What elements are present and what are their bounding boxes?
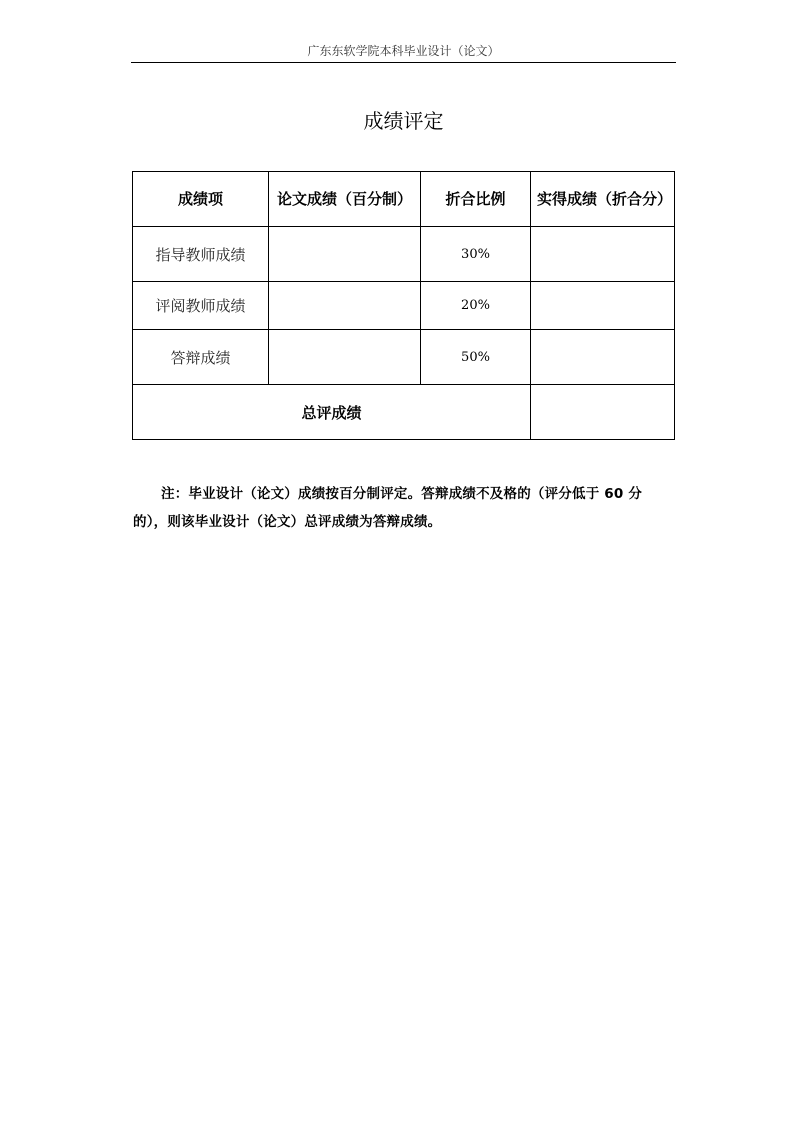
table-row	[133, 282, 675, 330]
total-score-value	[531, 385, 675, 440]
row-score-defense	[269, 330, 421, 385]
row-ratio-defense: 50%	[421, 330, 531, 385]
table-total-row	[133, 385, 675, 440]
row-ratio-reviewer: 20%	[421, 282, 531, 330]
grading-note: 注：毕业设计（论文）成绩按百分制评定。答辩成绩不及格的（评分低于 60 分的），则该毕业设计（论文）总评成绩为答辩成绩。	[133, 486, 643, 530]
row-score-reviewer	[269, 282, 421, 330]
column-header-result: 实得成绩（折合分）	[531, 172, 675, 227]
row-item-defense: 答辩成绩	[133, 330, 269, 385]
row-item-reviewer: 评阅教师成绩	[133, 282, 269, 330]
page-header: 广东东软学院本科毕业设计（论文）	[307, 44, 500, 58]
row-score-advisor	[269, 227, 421, 282]
row-result-reviewer	[531, 282, 675, 330]
row-result-defense	[531, 330, 675, 385]
row-result-advisor	[531, 227, 675, 282]
column-header-item: 成绩项	[133, 172, 269, 227]
total-score-label: 总评成绩	[133, 385, 531, 440]
page-title: 成绩评定	[363, 109, 444, 133]
grade-table	[132, 171, 675, 440]
row-item-advisor: 指导教师成绩	[133, 227, 269, 282]
column-header-score: 论文成绩（百分制）	[269, 172, 421, 227]
column-header-ratio: 折合比例	[421, 172, 531, 227]
table-row	[133, 227, 675, 282]
table-header-row	[133, 172, 675, 227]
row-ratio-advisor: 30%	[421, 227, 531, 282]
table-row	[133, 330, 675, 385]
header-divider	[131, 62, 676, 63]
